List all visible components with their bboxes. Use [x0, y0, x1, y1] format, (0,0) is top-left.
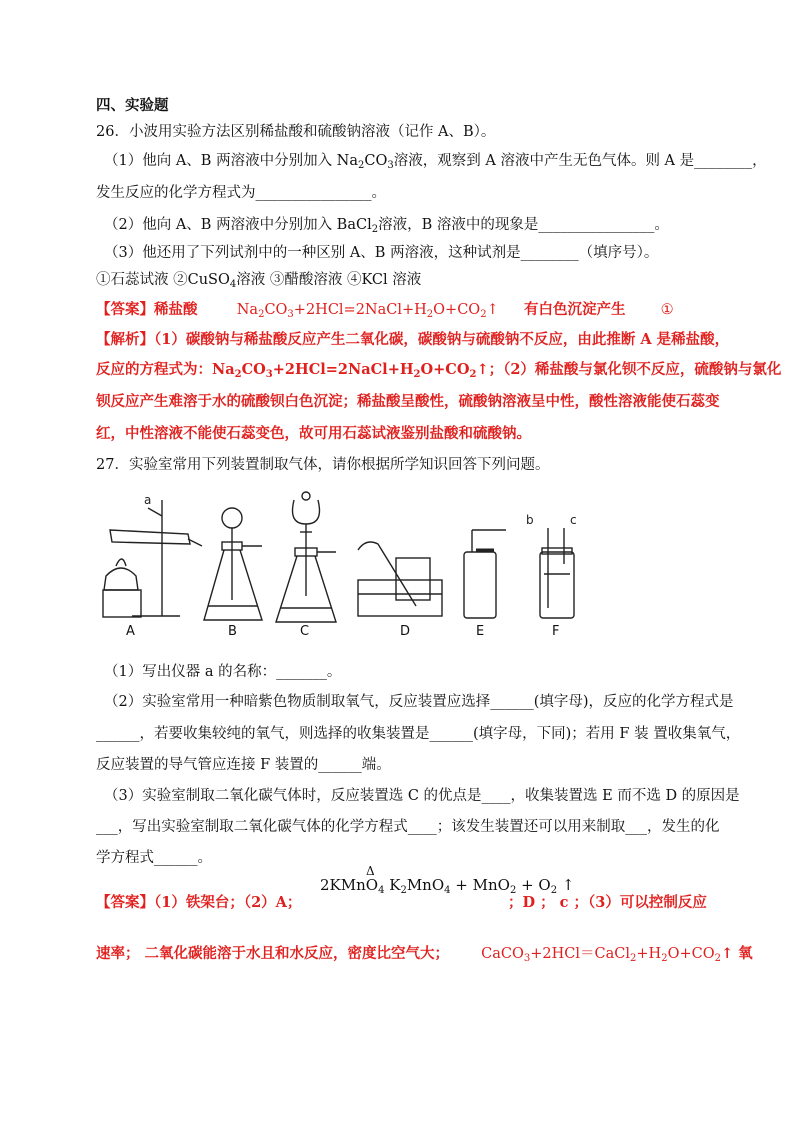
apparatus-figure	[96, 490, 596, 640]
label-D: D	[400, 624, 411, 639]
section-title: 四、实验题	[96, 97, 169, 114]
q26-stem: 26．小波用实验方法区别稀盐酸和硫酸钠溶液（记作 A、B）。	[96, 124, 496, 140]
q27-part3-line3: 学方程式______。	[96, 850, 212, 866]
kmno4-equation: 2KMnO$_4$ Δ $K_2MnO_4 + MnO_2 + O_2$ ↑	[320, 864, 575, 896]
q27-part2-line1: （2）实验室常用一种暗紫色物质制取氧气，反应装置应选择______(填字母)，反应的化学方程式是	[104, 694, 734, 710]
q26-answer: 【答案】稀盐酸 $Na_2CO_3+2HCl=2NaCl+H_2O+CO_2↑$ 有白色沉淀产生 ①	[96, 301, 674, 320]
q27-part2-line3: 反应装置的导气管应连接 F 装置的______端。	[96, 757, 391, 773]
answer-tag-27: 【答案】	[96, 894, 154, 911]
q26-part2: （2）他向 A、B 两溶液中分别加入 BaCl$_2$溶液，B 溶液中的现象是________________。	[104, 217, 669, 235]
label-E: E	[476, 624, 485, 639]
q26-analysis-line4: 红，中性溶液不能使石蕊变色，故可用石蕊试液鉴别盐酸和硫酸钠。	[96, 425, 531, 442]
q26-analysis-line2: 反应的方程式为：$Na_2CO_3+2HCl=2NaCl+H_2O+CO_2↑$；（2）稀盐酸与氯化钡不反应，硫酸钠与氯化	[96, 361, 782, 380]
q26-analysis-line1: 【解析】（1）碳酸钠与稀盐酸反应产生二氧化碳，碳酸钠与硫酸钠不反应，由此推断 A 是稀盐酸，	[96, 331, 730, 348]
q26-part3: （3）他还用了下列试剂中的一种区别 A、B 两溶液，这种试剂是________（填序号）。	[104, 245, 659, 261]
label-B: B	[228, 624, 237, 639]
q26-part1-line2: 发生反应的化学方程式为________________。	[96, 185, 386, 201]
analysis-tag: 【解析】	[96, 331, 154, 348]
q27-part2-line2: ______，若要收集较纯的氧气，则选择的收集装置是______(填字母，下同)；若用 F 装 置收集氧气，	[96, 726, 741, 742]
mark-b: b	[526, 513, 534, 527]
q26-part1: （1）他向 A、B 两溶液中分别加入 $Na_2CO_3$溶液，观察到 A 溶液中产生无色气体。则 A 是________，	[104, 153, 767, 171]
q26-analysis-line3: 钡反应产生难溶于水的硫酸钡白色沉淀；稀盐酸呈酸性，硫酸钠溶液呈中性，酸性溶液能使石蕊变	[96, 393, 720, 410]
q27-part3-line2: ___，写出实验室制取二氧化碳气体的化学方程式____；该发生装置还可以用来制取___，发生的化	[96, 819, 720, 835]
q26-options: ①石蕊试液 ②CuSO$_4$溶液 ③醋酸溶液 ④KCl 溶液	[96, 272, 422, 290]
q27-part3-line1: （3）实验室制取二氧化碳气体时，反应装置选 C 的优点是____，收集装置选 E 而不选 D 的原因是	[104, 788, 740, 804]
q27-part1: （1）写出仪器 a 的名称：_______。	[104, 664, 342, 680]
label-F: F	[552, 624, 560, 639]
answer-tag: 【答案】	[96, 301, 154, 318]
q27-answer-line1: 【答案】（1）铁架台；（2）A； ；D ； c ；（3）可以控制反应	[96, 894, 707, 911]
label-A: A	[126, 624, 135, 639]
mark-c: c	[570, 513, 577, 527]
label-C: C	[300, 624, 310, 639]
mark-a: a	[144, 493, 152, 507]
q27-stem: 27．实验室常用下列装置制取气体，请你根据所学知识回答下列问题。	[96, 457, 550, 473]
q27-answer-line2: 速率； 二氧化碳能溶于水且和水反应，密度比空气大； $CaCO_3+2HCl=CaCl_2+H_2O+CO_2↑$ 氧	[96, 945, 753, 964]
delta-symbol: Δ	[366, 864, 375, 878]
apparatus-drawing	[96, 490, 596, 640]
